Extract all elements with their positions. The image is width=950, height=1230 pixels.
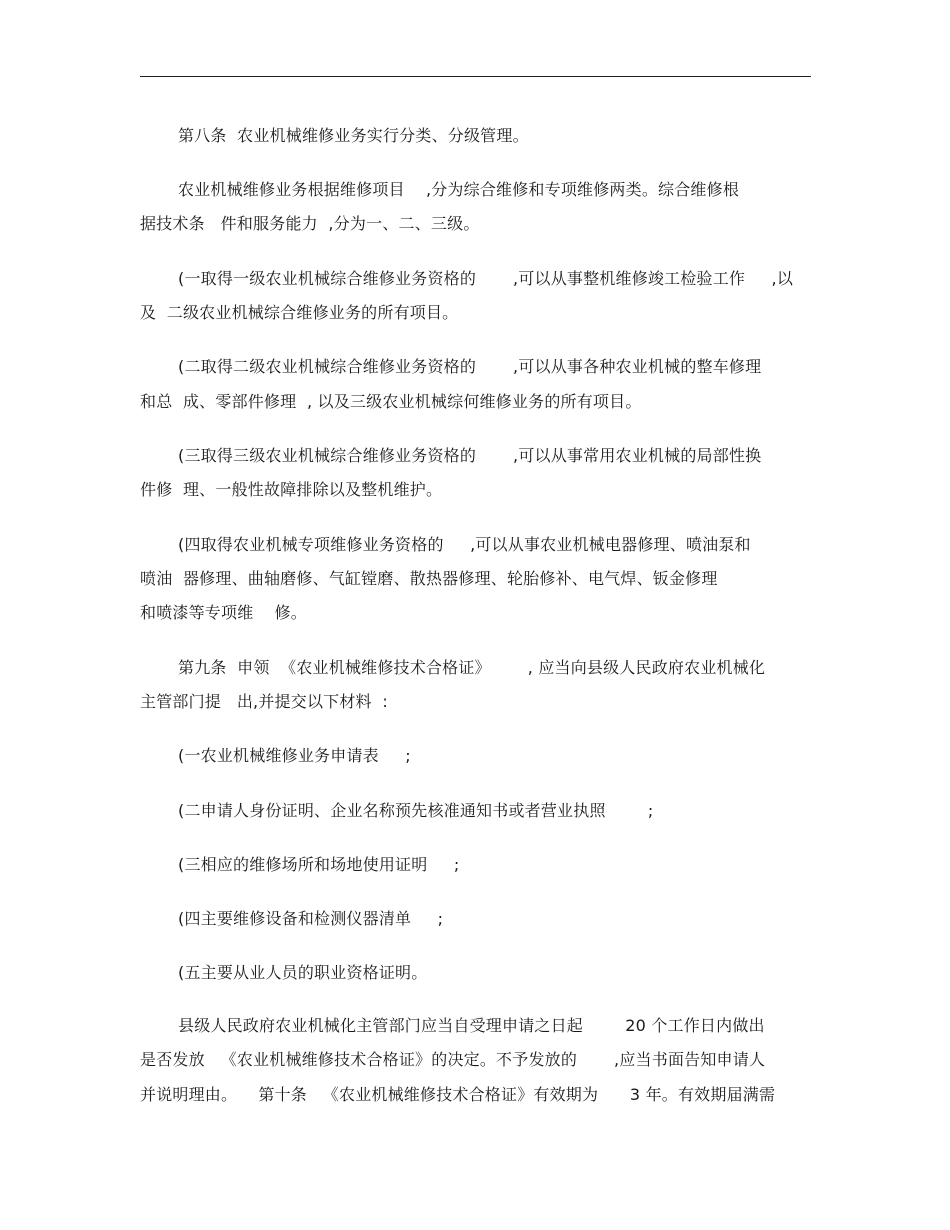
- paragraph-level-2-line-2: 和总 成、零部件修理 , 以及三级农业机械综何维修业务的所有项目。: [140, 392, 642, 411]
- paragraph-article-9-line-1: 第九条 申领 《农业机械维修技术合格证》 , 应当向县级人民政府农业机械化: [178, 658, 766, 677]
- paragraph-level-3-line-2: 件修 理、一般性故障排除以及整机维护。: [140, 480, 443, 499]
- paragraph-decision-line-2: 是否发放 《农业机械维修技术合格证》的决定。不予发放的 ,应当书面告知申请人: [140, 1050, 766, 1069]
- list-item-application-form: (一农业机械维修业务申请表 ;: [178, 746, 411, 765]
- list-item-site-proof: (三相应的维修场所和场地使用证明 ;: [178, 855, 460, 874]
- list-item-equipment-list: (四主要维修设备和检测仪器清单 ;: [178, 909, 444, 928]
- paragraph-level-1-line-1: (一取得一级农业机械综合维修业务资格的 ,可以从事整机维修竣工检验工作 ,以: [178, 269, 794, 288]
- paragraph-article-9-line-2: 主管部门提 出,并提交以下材料 :: [140, 692, 388, 711]
- paragraph-article-8-line-1: 第八条 农业机械维修业务实行分类、分级管理。: [178, 126, 529, 145]
- paragraph-classification-line-2: 据技术条 件和服务能力 ,分为一、二、三级。: [140, 214, 480, 233]
- paragraph-level-1-line-2: 及 二级农业机械综合维修业务的所有项目。: [140, 303, 459, 322]
- paragraph-special-line-1: (四取得农业机械专项维修业务资格的 ,可以从事农业机械电器修理、喷油泵和: [178, 535, 751, 554]
- paragraph-level-2-line-1: (二取得二级农业机械综合维修业务资格的 ,可以从事各种农业机械的整车修理: [178, 357, 762, 376]
- paragraph-decision-line-3: 并说明理由。 第十条 《农业机械维修技术合格证》有效期为 3 年。有效期届满需: [140, 1085, 776, 1104]
- paragraph-special-line-2: 喷油 器修理、曲轴磨修、气缸镗磨、散热器修理、轮胎修补、电气焊、钣金修理: [140, 569, 718, 588]
- list-item-identity-proof: (二申请人身份证明、企业名称预先核准通知书或者营业执照 ;: [178, 801, 654, 820]
- paragraph-level-3-line-1: (三取得三级农业机械综合维修业务资格的 ,可以从事常用农业机械的局部性换: [178, 446, 762, 465]
- list-item-qualification-proof: (五主要从业人员的职业资格证明。: [178, 963, 428, 982]
- header-rule: [140, 76, 811, 77]
- paragraph-decision-line-1: 县级人民政府农业机械化主管部门应当自受理申请之日起 20 个工作日内做出: [178, 1016, 765, 1035]
- paragraph-classification-line-1: 农业机械维修业务根据维修项目 ,分为综合维修和专项维修两类。综合维修根: [178, 180, 740, 199]
- paragraph-special-line-3: 和喷漆等专项维 修。: [140, 603, 307, 622]
